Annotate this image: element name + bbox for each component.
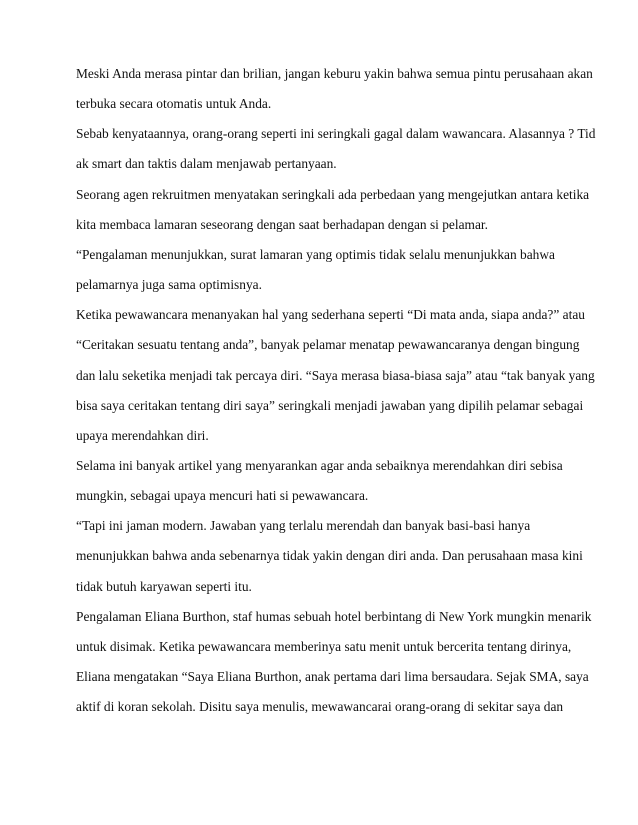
text-line: Seorang agen rekruitmen menyatakan seringkali ada perbedaan yang mengejutkan antara ketika	[76, 187, 590, 202]
text-line: Ketika pewawancara menanyakan hal yang sederhana seperti “Di mata anda, siapa anda?” atau	[76, 307, 585, 322]
text-line: “Tapi ini jaman modern. Jawaban yang terlalu merendah dan banyak basi-basi hanya	[76, 518, 531, 533]
text-line: upaya merendahkan diri.	[76, 428, 209, 443]
text-line: “Pengalaman menunjukkan, surat lamaran yang optimis tidak selalu menunjukkan bahwa	[76, 247, 555, 262]
text-line: Selama ini banyak artikel yang menyarankan agar anda sebaiknya merendahkan diri sebisa	[76, 458, 563, 473]
text-line: ak smart dan taktis dalam menjawab pertanyaan.	[76, 156, 337, 171]
text-line: Sebab kenyataannya, orang-orang seperti ini seringkali gagal dalam wawancara. Alasannya ? Tid	[76, 126, 596, 141]
text-line: Eliana mengatakan “Saya Eliana Burthon, anak pertama dari lima bersaudara. Sejak SMA, saya	[76, 669, 589, 684]
text-line: dan lalu seketika menjadi tak percaya diri. “Saya merasa biasa-biasa saja” atau “tak banyak yang	[76, 368, 595, 383]
text-line: kita membaca lamaran seseorang dengan saat berhadapan dengan si pelamar.	[76, 217, 488, 232]
text-line: aktif di koran sekolah. Disitu saya menulis, mewawancarai orang-orang di sekitar saya dan	[76, 699, 564, 714]
text-line: Pengalaman Eliana Burthon, staf humas sebuah hotel berbintang di New York mungkin menarik	[76, 609, 592, 624]
text-line: terbuka secara otomatis untuk Anda.	[76, 96, 272, 111]
text-line: mungkin, sebagai upaya mencuri hati si pewawancara.	[76, 488, 369, 503]
text-line: tidak butuh karyawan seperti itu.	[76, 579, 252, 594]
text-line: Meski Anda merasa pintar dan brilian, jangan keburu yakin bahwa semua pintu perusahaan akan	[76, 66, 593, 81]
text-line: untuk disimak. Ketika pewawancara memberinya satu menit untuk bercerita tentang dirinya,	[76, 639, 572, 654]
text-line: “Ceritakan sesuatu tentang anda”, banyak pelamar menatap pewawancaranya dengan bingung	[76, 337, 580, 352]
text-line: pelamarnya juga sama optimisnya.	[76, 277, 262, 292]
text-line: menunjukkan bahwa anda sebenarnya tidak yakin dengan diri anda. Dan perusahaan masa kini	[76, 548, 583, 563]
text-line: bisa saya ceritakan tentang diri saya” seringkali menjadi jawaban yang dipilih pelamar sebagai	[76, 398, 584, 413]
